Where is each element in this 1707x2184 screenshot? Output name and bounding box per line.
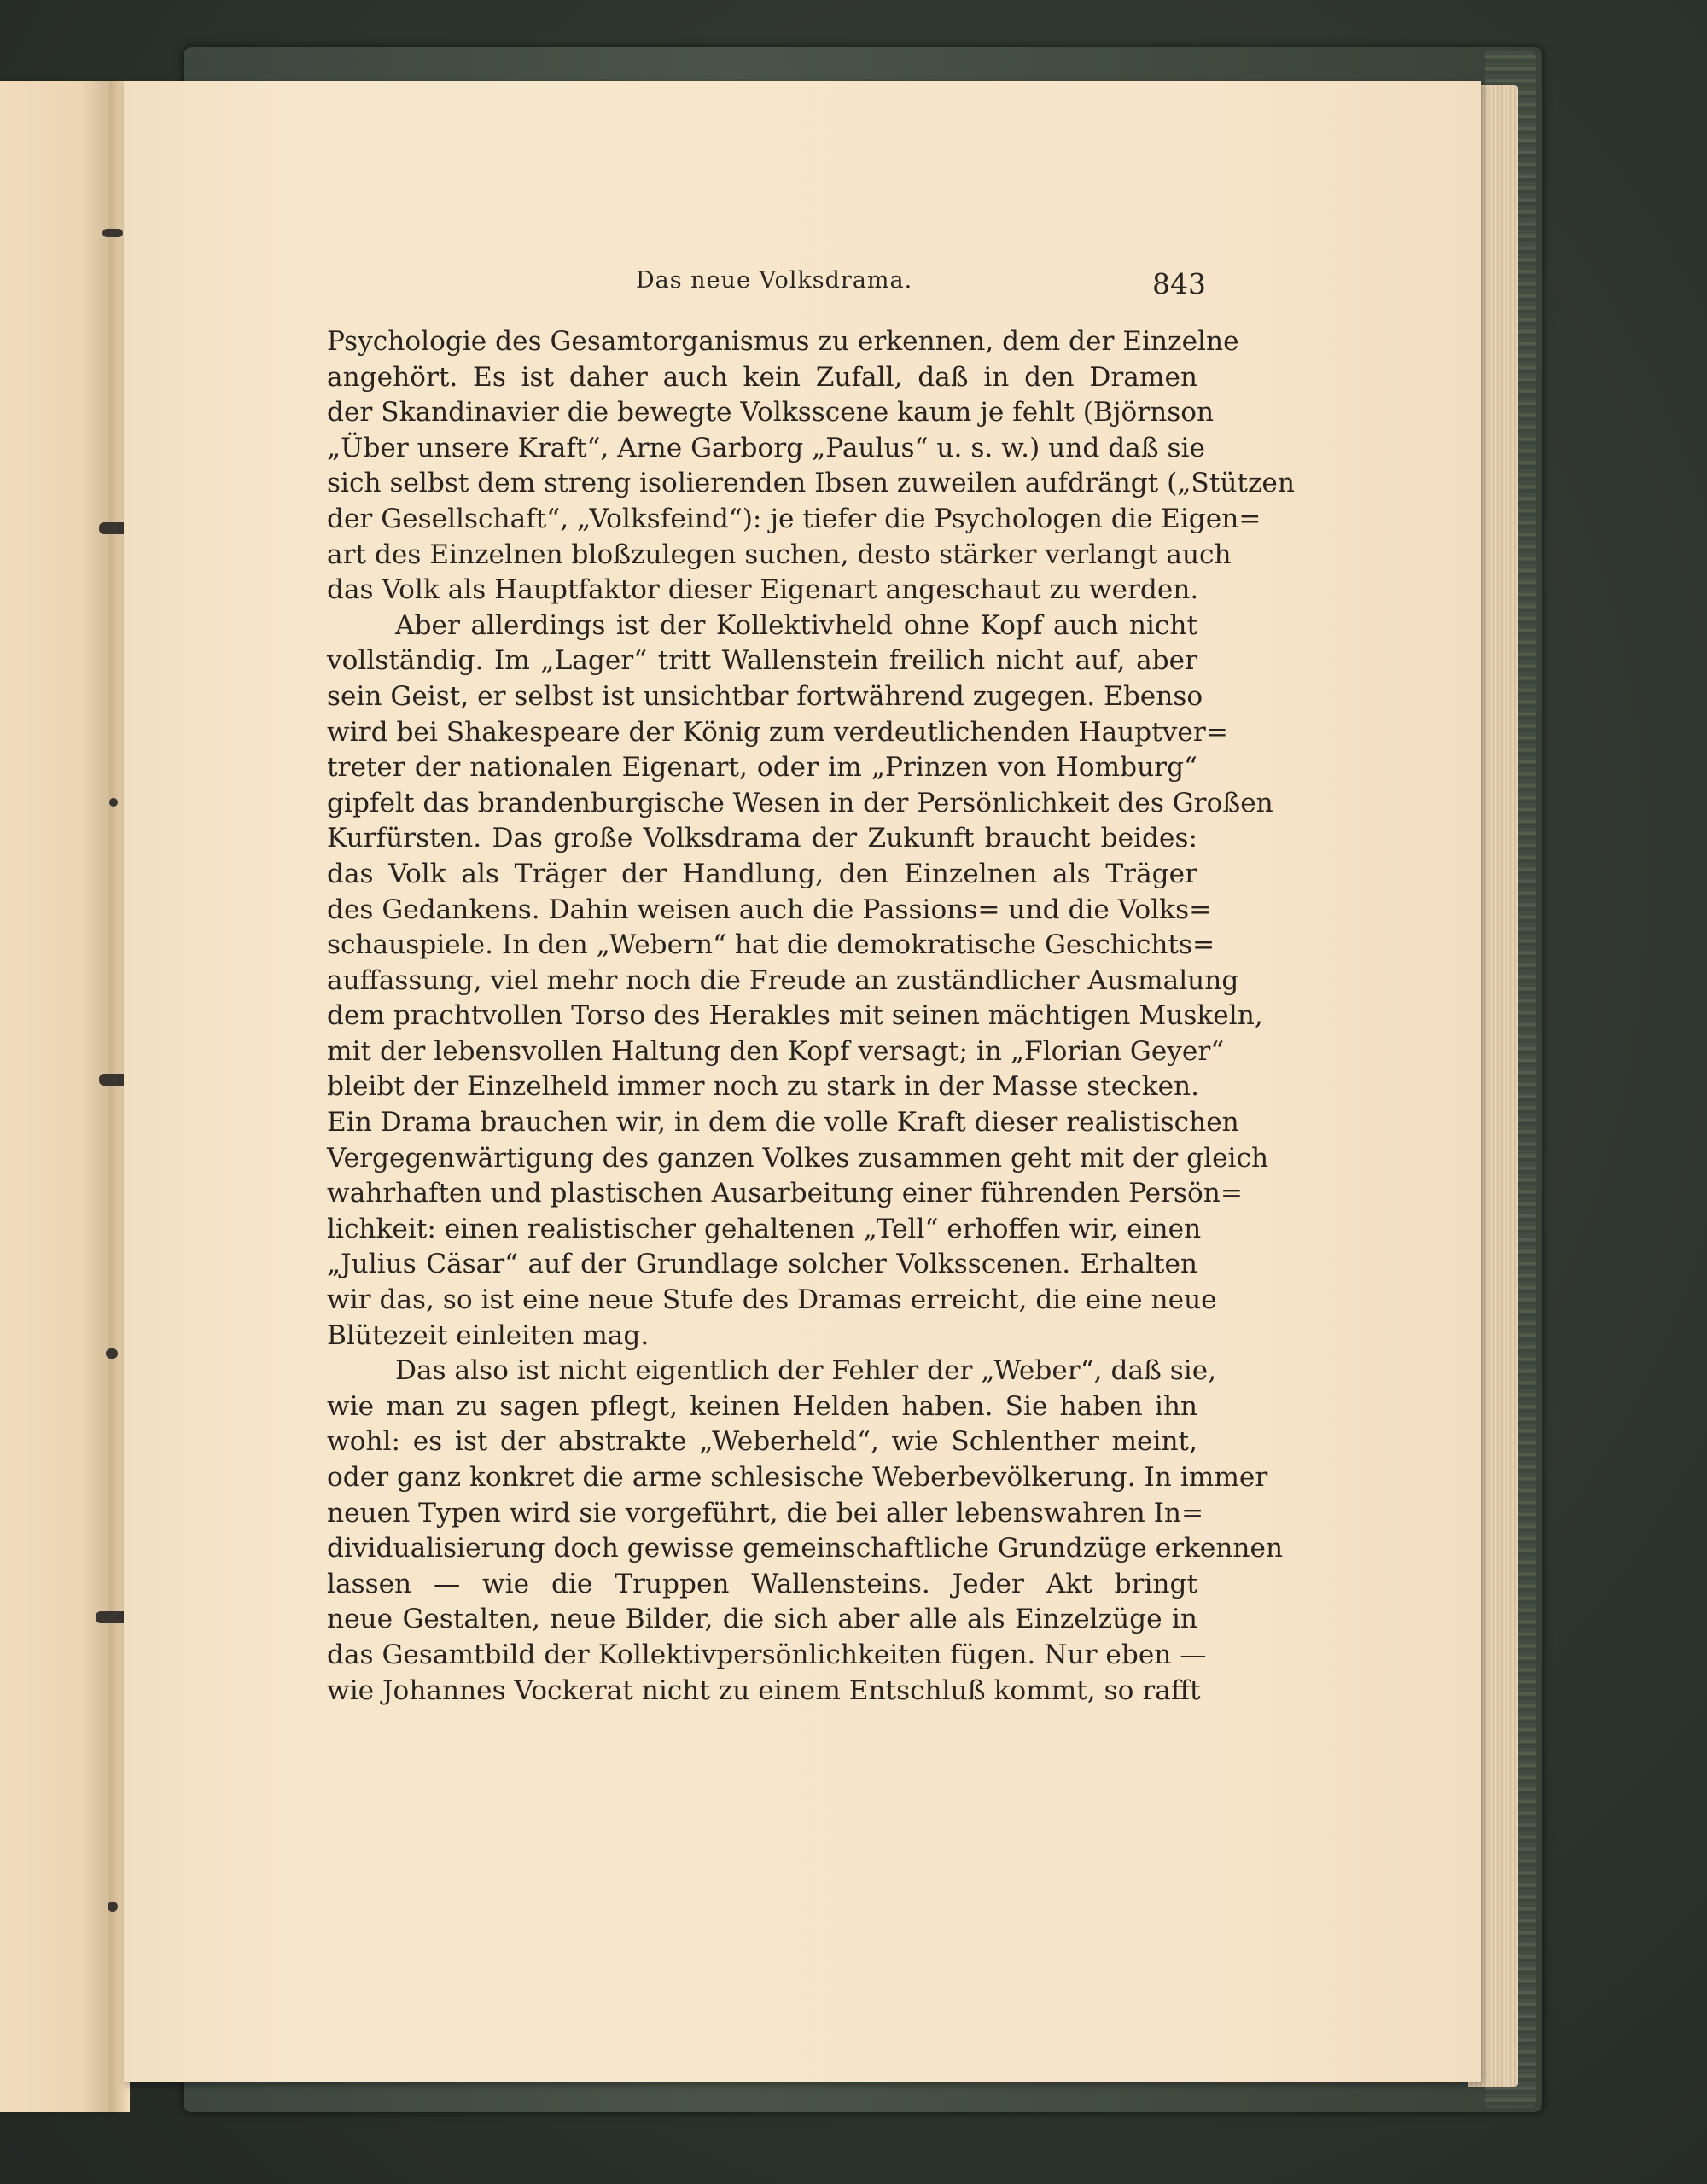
text-line: auffassung, viel mehr noch die Freude an zuständlicher Ausmalung — [327, 964, 1239, 996]
text-line: neue Gestalten, neue Bilder, die sich aber alle als Einzelzüge in — [327, 1604, 1197, 1635]
text-line: wie Johannes Vockerat nicht zu einem Entschluß kommt, so rafft — [327, 1674, 1201, 1706]
text-line: das Volk als Hauptfaktor dieser Eigenart angeschaut zu werden. — [327, 574, 1199, 606]
text-line: das Gesamtbild der Kollektivpersönlichkeiten fügen. Nur eben — — [327, 1639, 1207, 1670]
page-number: 843 — [1152, 267, 1206, 300]
text-line: neuen Typen wird sie vorgeführt, die bei aller lebenswahren In= — [327, 1497, 1204, 1529]
text-line: „Julius Cäsar“ auf der Grundlage solcher Volksscenen. Erhalten — [327, 1249, 1197, 1280]
text-line: art des Einzelnen bloßzulegen suchen, desto stärker verlangt auch — [327, 539, 1232, 570]
text-line: sich selbst dem streng isolierenden Ibsen zuweilen aufdrängt („Stützen — [327, 468, 1295, 499]
text-line: angehört. Es ist daher auch kein Zufall, daß in den Dramen — [327, 361, 1197, 393]
running-head-title: Das neue Volksdrama. — [636, 267, 913, 294]
text-line: der Gesellschaft“, „Volksfeind“): je tiefer die Psychologen die Eigen= — [327, 503, 1261, 534]
text-line: des Gedankens. Dahin weisen auch die Passions= und die Volks= — [327, 894, 1212, 925]
binding-stitch — [106, 1348, 118, 1359]
text-line: sein Geist, er selbst ist unsichtbar fortwährend zugegen. Ebenso — [327, 680, 1203, 712]
text-line: Kurfürsten. Das große Volksdrama der Zukunft braucht beides: — [327, 823, 1197, 854]
text-line: lassen — wie die Truppen Wallensteins. Jeder Akt bringt — [327, 1568, 1197, 1599]
text-line: Aber allerdings ist der Kollektivheld ohne Kopf auch nicht — [395, 609, 1197, 641]
text-line: wohl: es ist der abstrakte „Weberheld“, wie Schlenther meint, — [327, 1426, 1197, 1458]
text-line: dividualisierung doch gewisse gemeinschaftliche Grundzüge erkennen — [327, 1533, 1284, 1564]
binding-stitch — [102, 229, 123, 237]
text-line: Ein Drama brauchen wir, in dem die volle Kraft dieser realistischen — [327, 1107, 1239, 1139]
text-line: das Volk als Träger der Handlung, den Einzelnen als Träger — [327, 858, 1197, 889]
text-line: Blütezeit einleiten mag. — [327, 1319, 650, 1351]
text-line: vollständig. Im „Lager“ tritt Wallenstein freilich nicht auf, aber — [327, 645, 1197, 677]
text-line: treter der nationalen Eigenart, oder im „Prinzen von Homburg“ — [327, 752, 1197, 783]
text-line: schauspiele. In den „Webern“ hat die demokratische Geschichts= — [327, 929, 1215, 961]
text-line: wir das, so ist eine neue Stufe des Dramas erreicht, die eine neue — [327, 1284, 1217, 1316]
text-line: der Skandinavier die bewegte Volksscene kaum je fehlt (Björnson — [327, 397, 1215, 428]
text-line: Psychologie des Gesamtorganismus zu erkennen, dem der Einzelne — [327, 326, 1239, 357]
left-page-edge — [0, 81, 115, 2112]
text-line: „Über unsere Kraft“, Arne Garborg „Paulus“ u. s. w.) und daß sie — [327, 432, 1205, 463]
text-line: wird bei Shakespeare der König zum verdeutlichenden Hauptver= — [327, 716, 1228, 748]
body-text — [327, 324, 1295, 1709]
text-line: lichkeit: einen realistischer gehaltenen „Tell“ erhoffen wir, einen — [327, 1213, 1202, 1244]
text-line: wahrhaften und plastischen Ausarbeitung einer führenden Persön= — [327, 1178, 1244, 1209]
text-line: gipfelt das brandenburgische Wesen in der Persönlichkeit des Großen — [327, 787, 1273, 818]
text-line: Vergegenwärtigung des ganzen Volkes zusammen geht mit der gleich — [327, 1142, 1269, 1174]
text-line: oder ganz konkret die arme schlesische Weberbevölkerung. In immer — [327, 1462, 1268, 1493]
text-line: bleibt der Einzelheld immer noch zu stark in der Masse stecken. — [327, 1071, 1200, 1103]
text-line: Das also ist nicht eigentlich der Fehler der „Weber“, daß sie, — [395, 1355, 1217, 1387]
text-line: dem prachtvollen Torso des Herakles mit seinen mächtigen Muskeln, — [327, 1000, 1263, 1032]
text-line: wie man zu sagen pflegt, keinen Helden haben. Sie haben ihn — [327, 1390, 1197, 1422]
binding-stitch — [108, 1902, 118, 1912]
text-line: mit der lebensvollen Haltung den Kopf versagt; in „Florian Geyer“ — [327, 1035, 1225, 1067]
binding-stitch — [109, 798, 118, 807]
